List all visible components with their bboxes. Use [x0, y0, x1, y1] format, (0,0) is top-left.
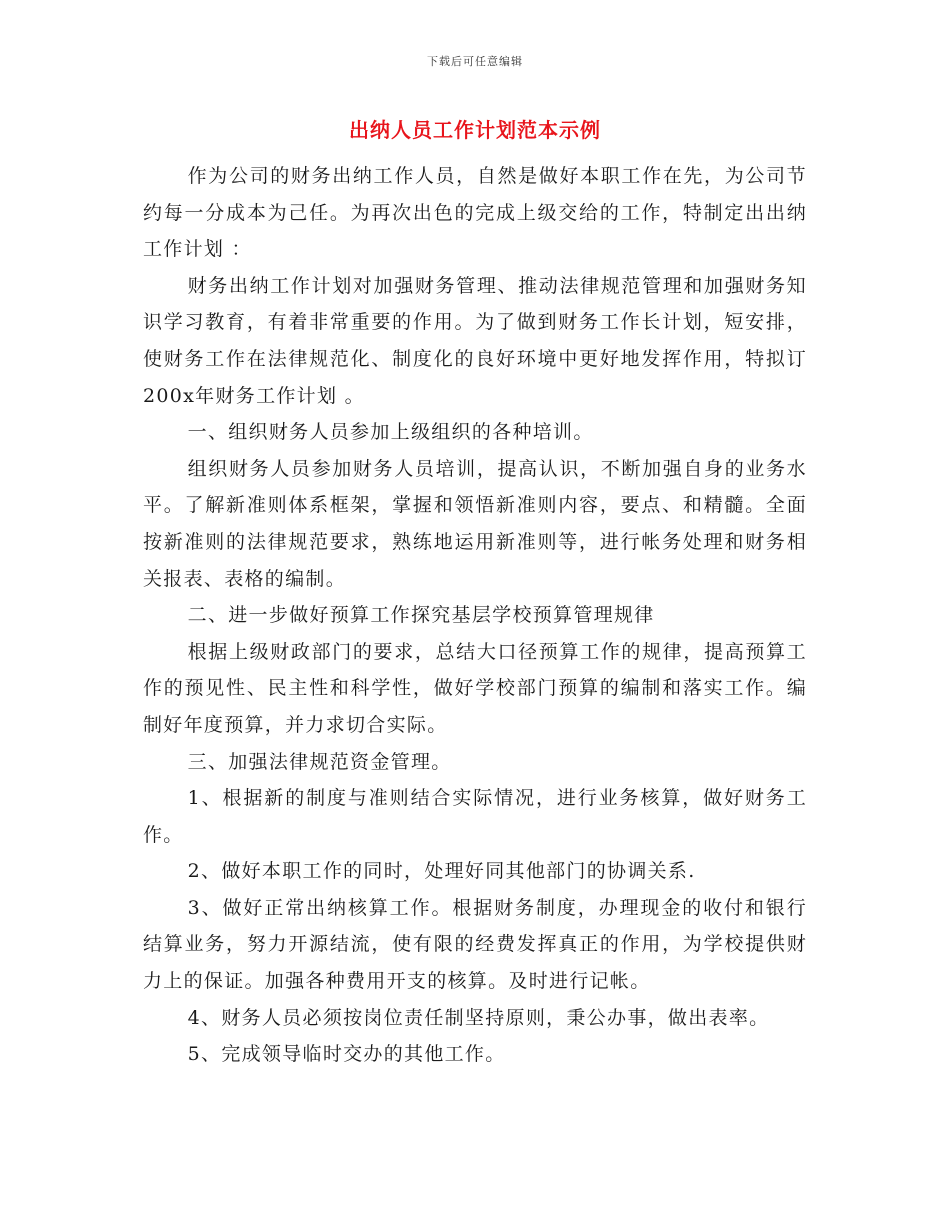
list-item-5: 5、完成领导临时交办的其他工作。 [187, 1043, 506, 1066]
section-heading-funds: 三、加强法律规范资金管理。 [187, 750, 452, 773]
page-header-note: 下载后可任意编辑 [427, 55, 523, 68]
list-item-3: 3、做好正常出纳核算工作。根据财务制度，办理现金的收付和银行结算业务，努力开源结流，使有限的经费发挥真正的作用，为学校提供财力上的保证。加强各种费用开支的核算。及时进行记帐。 [143, 896, 807, 993]
paragraph-intro: 作为公司的财务出纳工作人员，自然是做好本职工作在先，为公司节约每一分成本为己任。为再次出色的完成上级交给的工作，特制定出出纳工作计划 ： [143, 165, 807, 261]
section-heading-training: 一、组织财务人员参加上级组织的各种培训。 [187, 421, 594, 444]
paragraph-training: 组织财务人员参加财务人员培训，提高认识，不断加强自身的业务水平。了解新准则体系框架，掌握和领悟新准则内容，要点、和精髓。全面按新准则的法律规范要求，熟练地运用新准则等，进行帐务处理和财务相关报表、表格的编制。 [143, 457, 807, 590]
list-item-1: 1、根据新的制度与准则结合实际情况，进行业务核算，做好财务工作。 [143, 787, 807, 846]
paragraph-purpose: 财务出纳工作计划对加强财务管理、推动法律规范管理和加强财务知识学习教育，有着非常重要的作用。为了做到财务工作长计划，短安排，使财务工作在法律规范化、制度化的良好环境中更好地发挥作用，特拟订200x年财务工作计划 。 [143, 274, 807, 407]
section-heading-budget: 二、进一步做好预算工作探究基层学校预算管理规律 [187, 604, 655, 627]
paragraph-budget: 根据上级财政部门的要求，总结大口径预算工作的规律，提高预算工作的预见性、民主性和科学性，做好学校部门预算的编制和落实工作。编制好年度预算，并力求切合实际。 [143, 640, 807, 736]
list-item-4: 4、财务人员必须按岗位责任制坚持原则，秉公办事，做出表率。 [187, 1006, 770, 1029]
document-title: 出纳人员工作计划范本示例 [349, 118, 601, 142]
document-body [143, 158, 807, 1073]
list-item-2: 2、做好本职工作的同时，处理好同其他部门的协调关系. [187, 860, 696, 883]
